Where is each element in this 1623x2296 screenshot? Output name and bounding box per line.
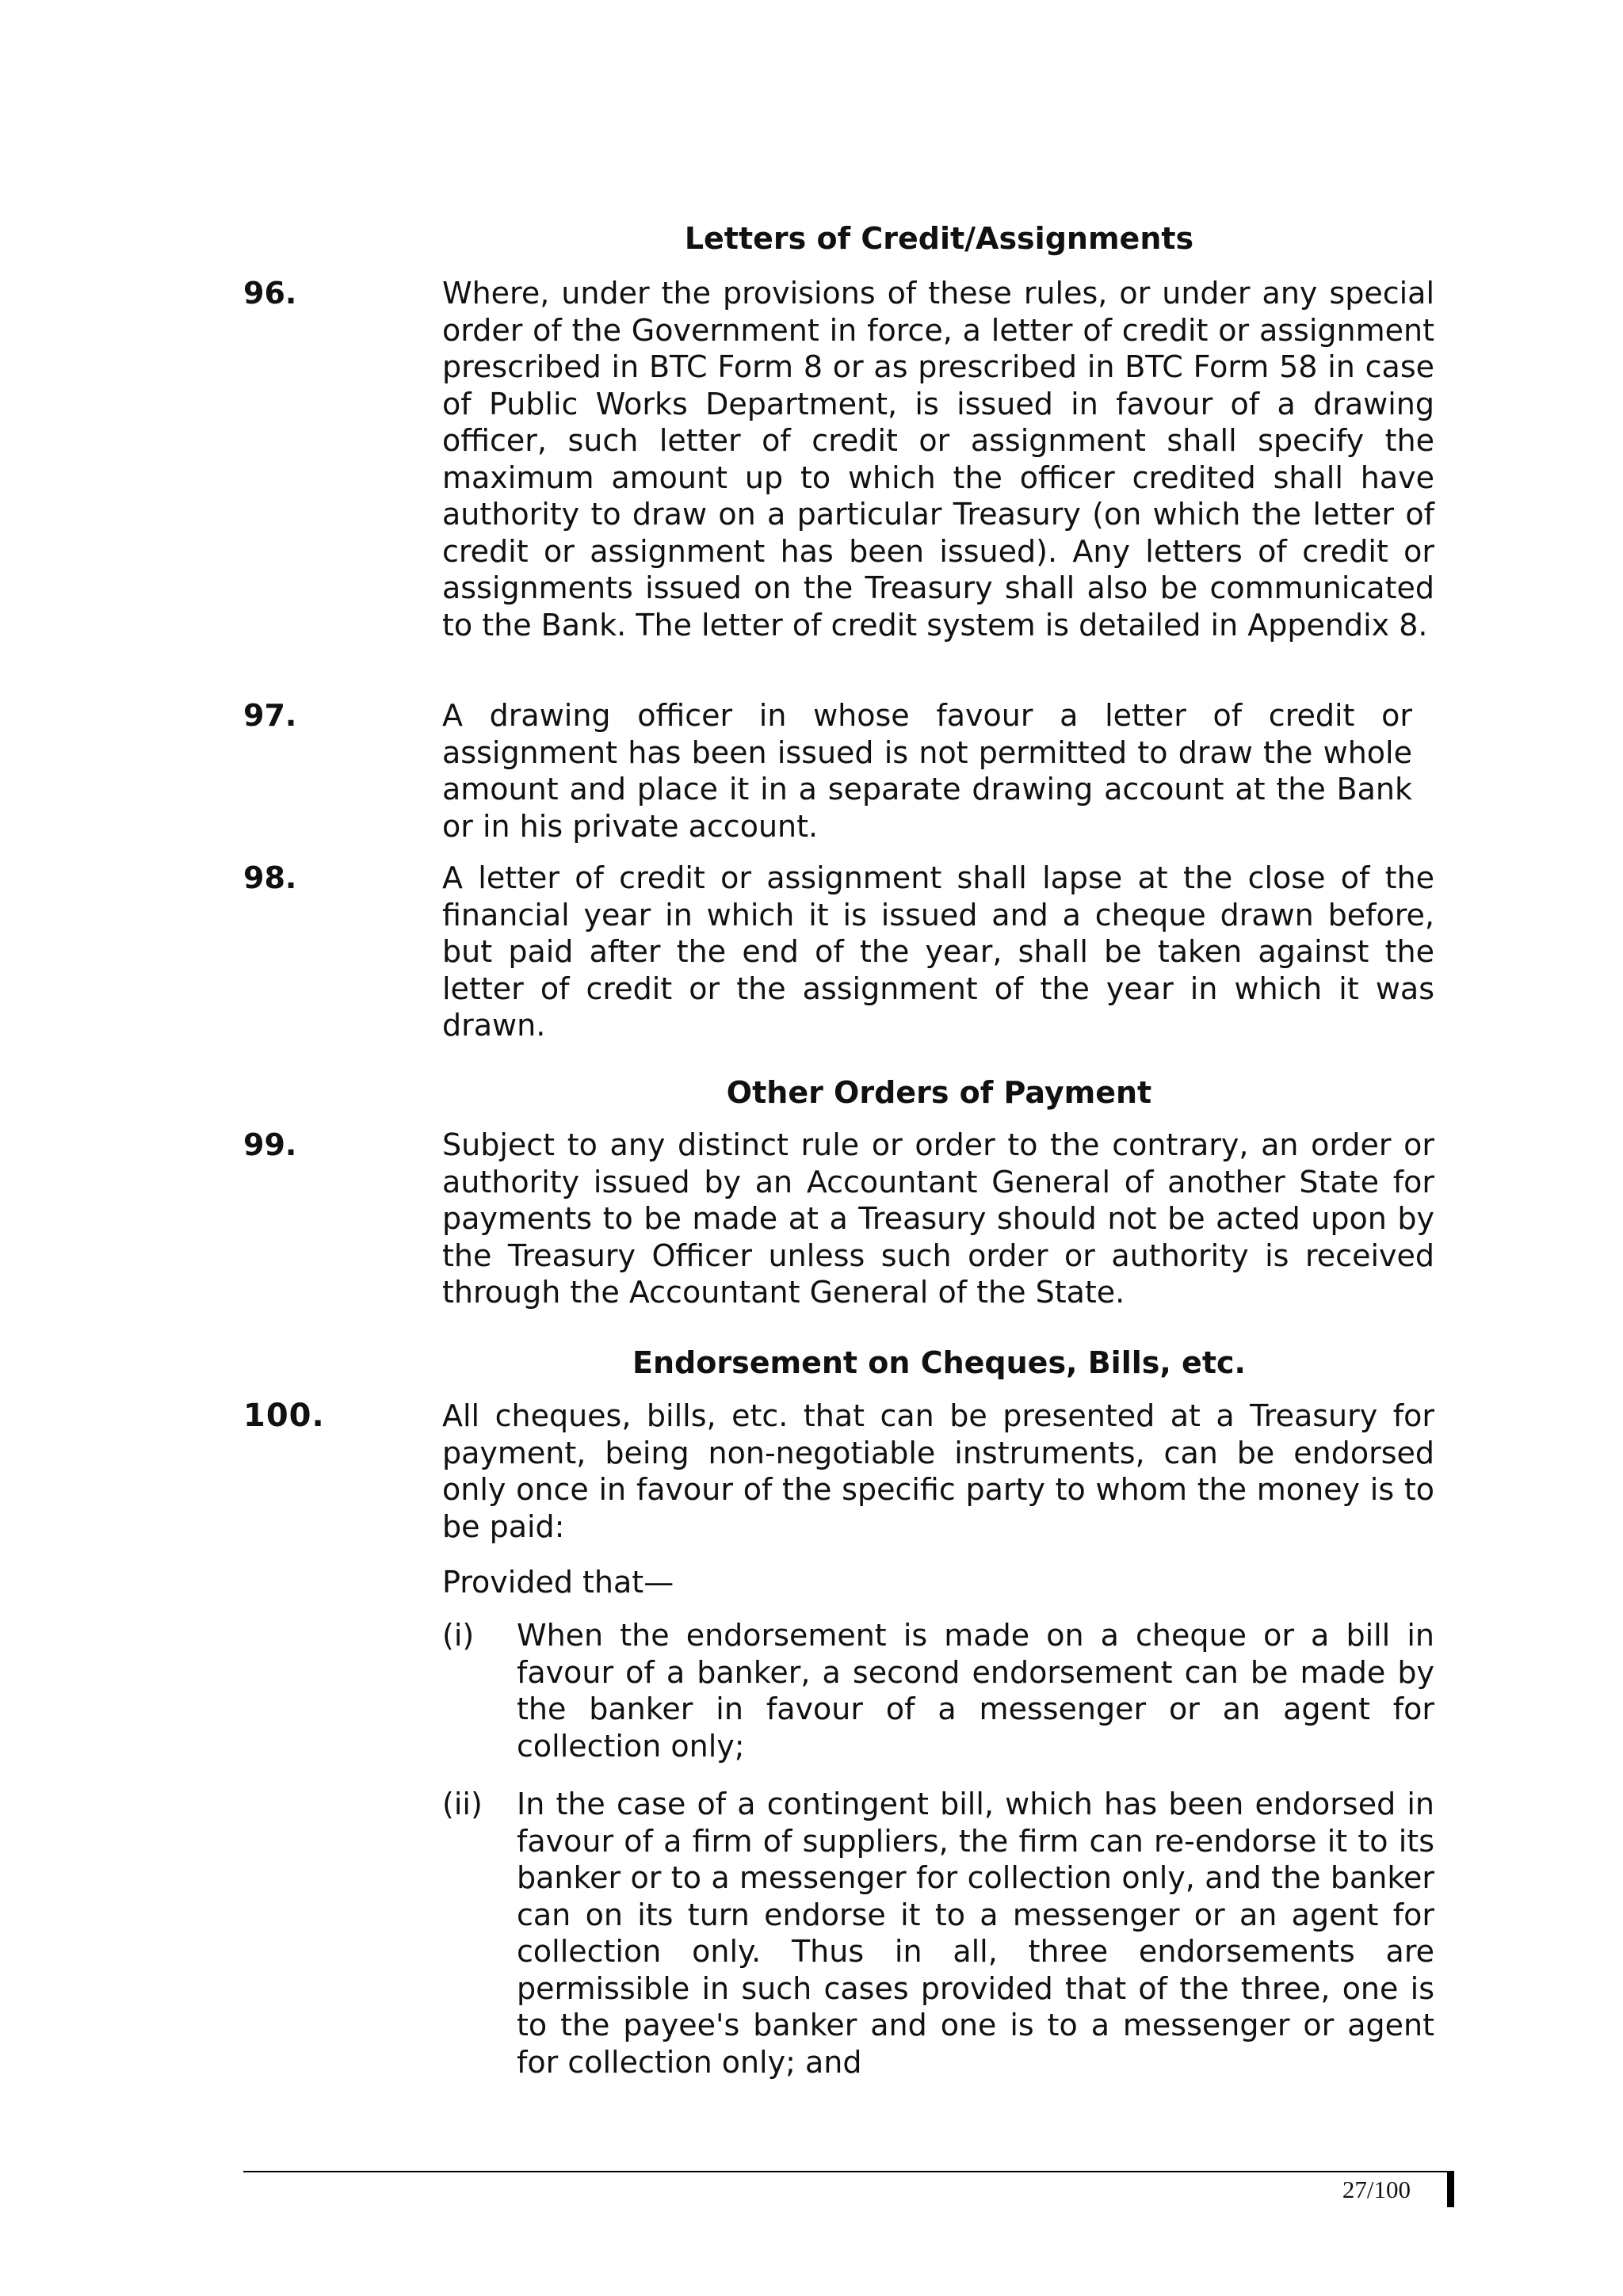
rule-number-99: 99. — [243, 1127, 297, 1162]
section-heading-other-orders: Other Orders of Payment — [726, 1075, 1152, 1110]
rule-text-97: A drawing officer in whose favour a letter of credit or assignment has been issued is not permitted to draw the whole amount and place it in a separate drawing account at the Bank or in his private account. — [442, 698, 1412, 844]
rule-number-98: 98. — [243, 860, 297, 895]
clause-text-ii: In the case of a contingent bill, which has been endorsed in favour of a firm of suppliers, the firm can re-endorse it to its banker or to a messenger for collection only, and the banker can on its turn endorse it to a messenger or an agent for collection only. Thus in all, three endorsements are permissible in such cases provided that of the three, one is to the payee's banker and one is to a messenger or agent for collection only; and — [517, 1787, 1434, 2080]
footer-divider — [243, 2171, 1454, 2172]
proviso-text: Provided that— — [442, 1565, 674, 1600]
clause-text-i: When the endorsement is made on a cheque or a bill in favour of a banker, a second endorsement can be made by the banker in favour of a messenger or an agent for collection only; — [517, 1618, 1434, 1764]
rule-text-99: Subject to any distinct rule or order to the contrary, an order or authority issued by an Accountant General of another State for payments to be made at a Treasury should not be acted upon by the Treasury Officer unless such order or authority is received through the Accountant General of the State. — [442, 1127, 1434, 1310]
clause-label-i: (i) — [442, 1618, 475, 1653]
rule-number-97: 97. — [243, 698, 297, 733]
page-number: 27/100 — [1342, 2176, 1411, 2203]
section-heading-letters-of-credit: Letters of Credit/Assignments — [684, 221, 1194, 256]
rule-text-100: All cheques, bills, etc. that can be presented at a Treasury for payment, being non-negotiable instruments, can be endorsed only once in favour of the specific party to whom the money is to be paid: — [442, 1398, 1434, 1544]
rule-text-98: A letter of credit or assignment shall lapse at the close of the financial year in which it is issued and a cheque drawn before, but paid after the end of the year, shall be taken against the letter of credit or the assignment of the year in which it was drawn. — [442, 860, 1434, 1043]
rule-text-96: Where, under the provisions of these rules, or under any special order of the Government in force, a letter of credit or assignment prescribed in BTC Form 8 or as prescribed in BTC Form 58 in case of Public Works Department, is issued in favour of a drawing officer, such letter of credit or assignment shall specify the maximum amount up to which the officer credited shall have authority to draw on a particular Treasury (on which the letter of credit or assignment has been issued). Any letters of credit or assignments issued on the Treasury shall also be communicated to the Bank. The letter of credit system is detailed in Appendix 8. — [442, 276, 1434, 643]
clause-label-ii: (ii) — [442, 1787, 483, 1821]
rule-number-96: 96. — [243, 276, 297, 311]
section-heading-endorsement: Endorsement on Cheques, Bills, etc. — [632, 1345, 1246, 1380]
rule-number-100: 100. — [243, 1398, 325, 1434]
page-edge-marker — [1447, 2172, 1454, 2207]
